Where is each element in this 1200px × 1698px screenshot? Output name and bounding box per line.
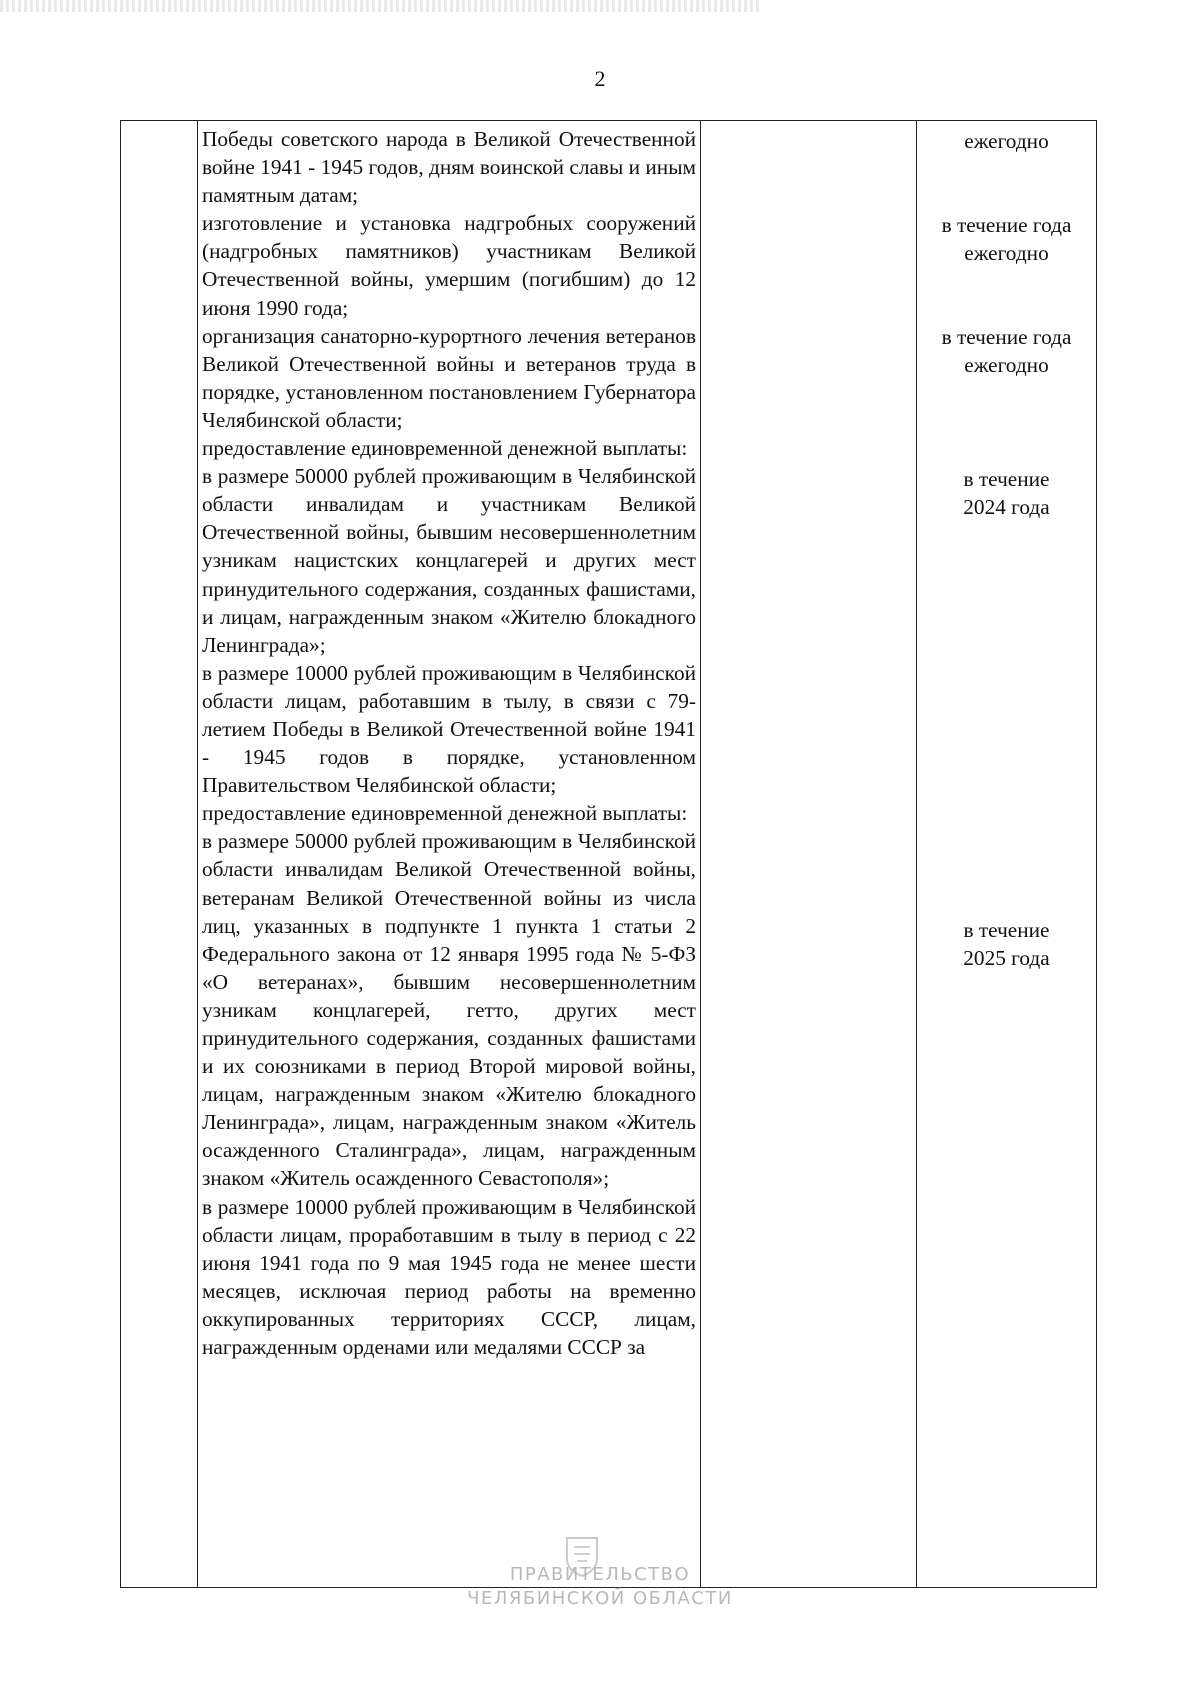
stamp-line: ЧЕЛЯБИНСКОЙ ОБЛАСТИ	[467, 1588, 733, 1609]
timing-text: в течение года	[941, 213, 1072, 237]
stamp-line: ПРАВИТЕЛЬСТВО	[509, 1564, 691, 1585]
paragraph: Победы советского народа в Великой Отечественной войне 1941 - 1945 годов, дням воинской славы и иным памятным датам;	[202, 127, 696, 208]
paragraph: предоставление единовременной денежной выплаты:	[202, 436, 688, 461]
timing-cell	[917, 121, 1097, 1588]
table-row	[121, 121, 1097, 1588]
timing-text: ежегодно	[964, 129, 1049, 153]
measures-table	[120, 120, 1097, 1588]
government-stamp	[0, 1563, 1200, 1611]
page-number: 2	[594, 66, 606, 91]
timing-text: в течение	[963, 467, 1050, 491]
executor-cell	[701, 121, 917, 1588]
timing-text: ежегодно	[964, 241, 1049, 265]
paragraph: предоставление единовременной денежной выплаты:	[202, 801, 688, 826]
timing-text: в течение	[963, 918, 1050, 942]
number-cell	[121, 121, 198, 1588]
scan-edge-noise	[0, 0, 760, 12]
paragraph: в размере 50000 рублей проживающим в Челябинской области инвалидам Великой Отечественной войны, ветеранам Великой Отечественной войны из числа лиц, указанных в подпункте 1 пункта 1 статьи 2 Федерального закона от 12 января 1995 года № 5-ФЗ «О ветеранах», бывшим несовершеннолетним узникам концлагерей, гетто, других мест принудительного содержания, созданных фашистами и их союзниками в период Второй мировой войны, лицам, награжденным знаком «Жителю блокадного Ленинграда», лицам, награжденным знаком «Житель осажденного Сталинграда», лицам, награжденным знаком «Житель осажденного Севастополя»;	[202, 829, 696, 1191]
measure-cell	[198, 121, 701, 1588]
paragraph: в размере 10000 рублей проживающим в Челябинской области лицам, проработавшим в тылу в период с 22 июня 1941 года по 9 мая 1945 года не менее шести месяцев, исключая период работы на временно оккупированных территориях СССР, лицам, награжденным орденами или медалями СССР за	[202, 1194, 696, 1360]
paragraph: организация санаторно-курортного лечения ветеранов Великой Отечественной войны и ветеранов труда в порядке, установленном постановлением Губернатора Челябинской области;	[202, 323, 696, 432]
timing-text: 2024 года	[963, 495, 1050, 519]
timing-text: 2025 года	[963, 946, 1050, 970]
paragraph: в размере 10000 рублей проживающим в Челябинской области лицам, работавшим в тылу, в связи с 79-летием Победы в Великой Отечественной войне 1941 - 1945 годов в порядке, установленном Правительством Челябинской области;	[202, 660, 696, 798]
timing-text: в течение года	[941, 325, 1072, 349]
paragraph: в размере 50000 рублей проживающим в Челябинской области инвалидам и участникам Великой Отечественной войны, бывшим несовершеннолетним узникам нацистских концлагерей и других мест принудительного содержания, созданных фашистами, и лицам, награжденным знаком «Жителю блокадного Ленинграда»;	[202, 464, 696, 657]
paragraph: изготовление и установка надгробных сооружений (надгробных памятников) участникам Великой Отечественной войны, умершим (погибшим) до 12 июня 1990 года;	[202, 211, 696, 320]
timing-text: ежегодно	[964, 353, 1049, 377]
